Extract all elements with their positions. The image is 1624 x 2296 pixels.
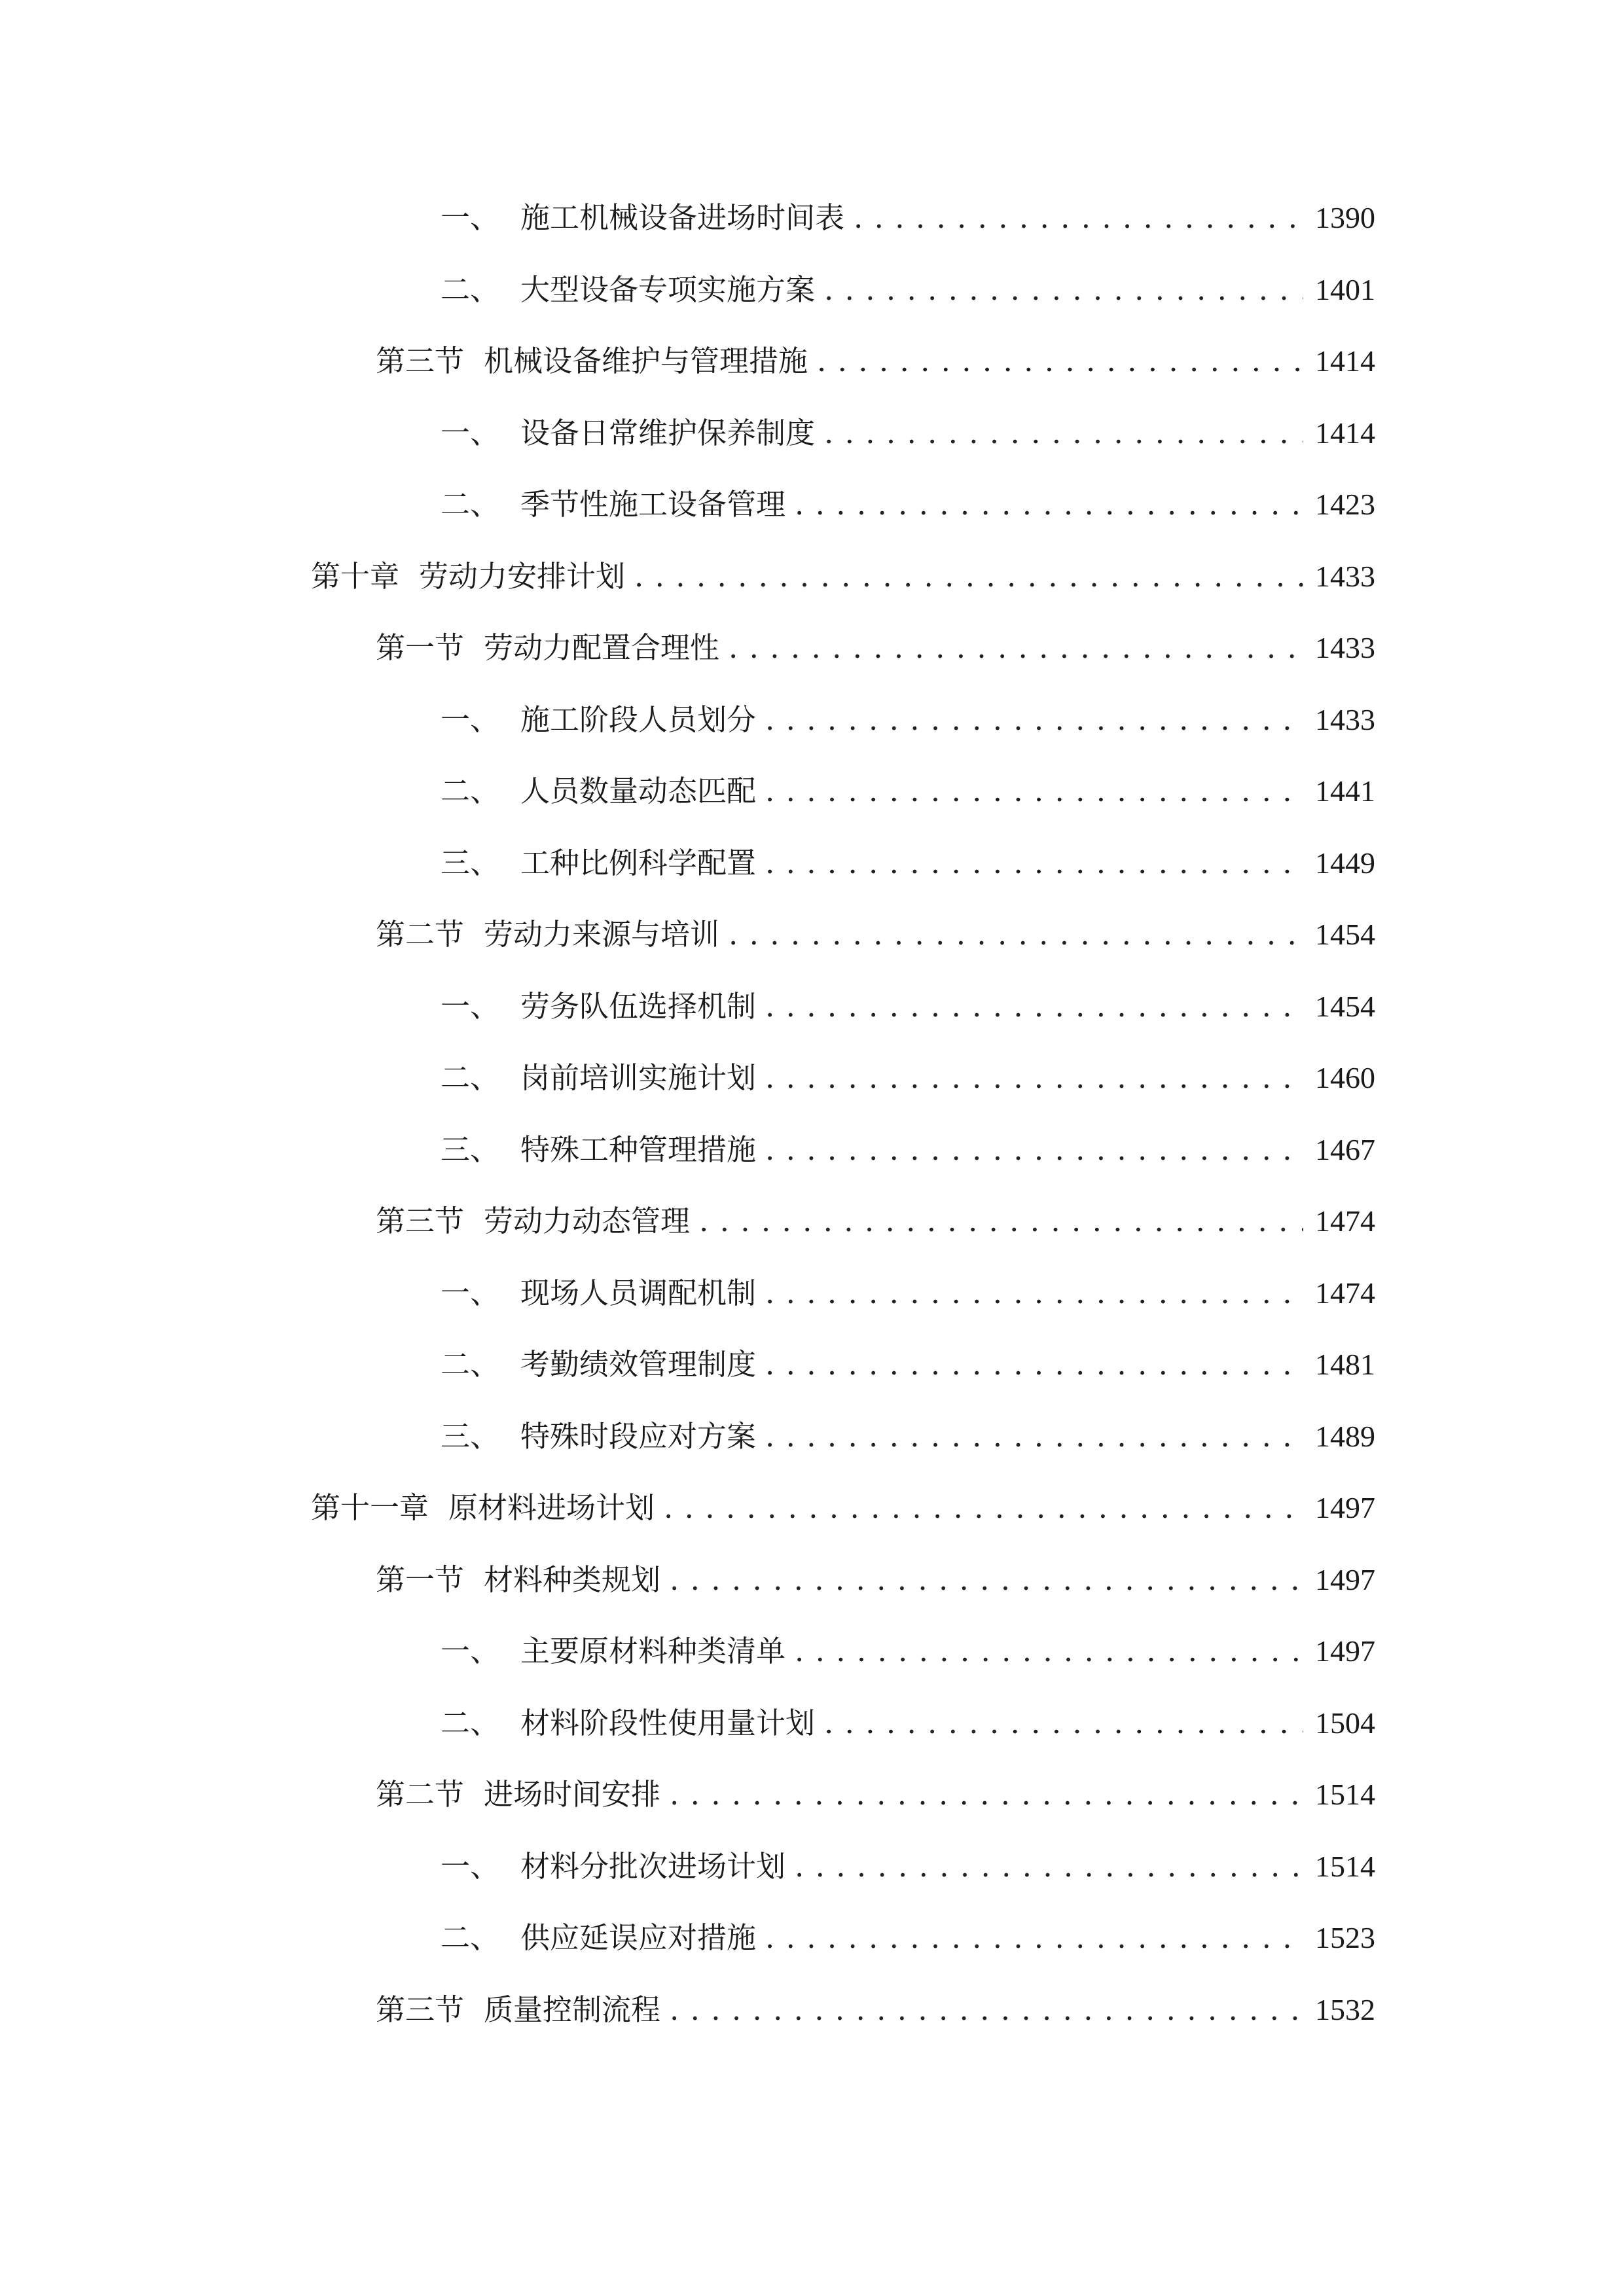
dot-leader [795, 481, 1303, 528]
toc-entry-number: 二、 [441, 774, 500, 808]
toc-entry[interactable] [441, 1413, 1375, 1460]
dot-leader [765, 1270, 1303, 1317]
toc-entry-title: 岗前培训实施计划 [520, 1060, 757, 1095]
toc-entry[interactable] [441, 983, 1375, 1030]
toc-entry-number: 一、 [441, 989, 500, 1024]
toc-entry-title: 原材料进场计划 [448, 1490, 655, 1525]
toc-entry[interactable] [441, 481, 1375, 528]
toc-entry-page: 1390 [1315, 201, 1375, 234]
toc-entry[interactable] [441, 1914, 1375, 1962]
dot-leader [664, 1484, 1303, 1532]
toc-entry[interactable] [441, 194, 1375, 242]
toc-entry[interactable] [441, 1341, 1375, 1388]
toc-entry[interactable] [441, 266, 1375, 314]
toc-entry-number: 一、 [441, 1276, 500, 1310]
toc-entry-title: 施工机械设备进场时间表 [520, 200, 845, 235]
toc-entry-title: 进场时间安排 [484, 1777, 661, 1812]
toc-entry-title: 设备日常维护保养制度 [520, 416, 816, 450]
toc-entry-title: 季节性施工设备管理 [520, 487, 786, 522]
toc-entry[interactable] [441, 410, 1375, 457]
toc-entry-number: 二、 [441, 1920, 500, 1955]
toc-entry-page: 1433 [1315, 703, 1375, 736]
toc-entry-number: 二、 [441, 1347, 500, 1382]
toc-entry-page: 1474 [1315, 1204, 1375, 1238]
dot-leader [817, 338, 1303, 385]
toc-entry-number: 一、 [441, 200, 500, 235]
toc-entry-title: 材料分批次进场计划 [520, 1849, 786, 1884]
dot-leader [670, 1771, 1303, 1818]
toc-entry-page: 1433 [1315, 631, 1375, 664]
dot-leader [729, 911, 1303, 958]
toc-entry-page: 1449 [1315, 846, 1375, 880]
toc-entry-number: 三、 [441, 1132, 500, 1167]
dot-leader [729, 624, 1303, 672]
toc-entry-title: 人员数量动态匹配 [520, 774, 757, 808]
toc-entry-page: 1454 [1315, 990, 1375, 1023]
toc-entry[interactable] [441, 1700, 1375, 1747]
toc-entry-page: 1497 [1315, 1491, 1375, 1524]
toc-entry-title: 材料种类规划 [484, 1562, 661, 1597]
toc-entry-page: 1454 [1315, 918, 1375, 951]
toc-entry-title: 考勤绩效管理制度 [520, 1347, 757, 1382]
toc-entry[interactable] [376, 911, 1375, 958]
dot-leader [765, 1126, 1303, 1174]
toc-entry-title: 机械设备维护与管理措施 [484, 344, 808, 378]
toc-entry[interactable] [441, 1628, 1375, 1675]
toc-entry-page: 1474 [1315, 1276, 1375, 1310]
dot-leader [824, 410, 1303, 457]
toc-entry-number: 第一节 [376, 630, 465, 665]
toc-entry-page: 1514 [1315, 1850, 1375, 1883]
toc-entry-number: 第二节 [376, 917, 465, 952]
toc-entry-number: 二、 [441, 272, 500, 307]
toc-entry[interactable] [376, 1986, 1375, 2034]
toc-entry-title: 现场人员调配机制 [520, 1276, 757, 1310]
toc-entry-title: 特殊时段应对方案 [520, 1419, 757, 1454]
toc-entry-title: 材料阶段性使用量计划 [520, 1706, 816, 1740]
toc-entry-number: 三、 [441, 846, 500, 880]
toc-entry-number: 第二节 [376, 1777, 465, 1812]
toc-entry-number: 一、 [441, 1634, 500, 1668]
dot-leader [765, 1413, 1303, 1460]
toc-entry-page: 1441 [1315, 774, 1375, 808]
toc-entry-page: 1497 [1315, 1563, 1375, 1596]
toc-entry-title: 质量控制流程 [484, 1992, 661, 2027]
toc-entry-number: 第十一章 [311, 1490, 429, 1525]
toc-entry-page: 1467 [1315, 1133, 1375, 1166]
dot-leader [824, 1700, 1303, 1747]
toc-entry-title: 劳动力配置合理性 [484, 630, 720, 665]
dot-leader [765, 768, 1303, 815]
toc-entry-title: 劳动力来源与培训 [484, 917, 720, 952]
toc-entry-number: 第三节 [376, 344, 465, 378]
toc-entry-page: 1514 [1315, 1778, 1375, 1811]
toc-entry-page: 1481 [1315, 1348, 1375, 1381]
toc-entry[interactable] [441, 1126, 1375, 1174]
toc-entry-number: 第三节 [376, 1992, 465, 2027]
toc-entry-title: 主要原材料种类清单 [520, 1634, 786, 1668]
toc-entry-page: 1414 [1315, 344, 1375, 378]
dot-leader [634, 553, 1303, 600]
toc-entry-number: 一、 [441, 702, 500, 737]
toc-entry-title: 工种比例科学配置 [520, 846, 757, 880]
toc-entry-number: 二、 [441, 487, 500, 522]
toc-entry-title: 大型设备专项实施方案 [520, 272, 816, 307]
toc-entry-number: 一、 [441, 416, 500, 450]
dot-leader [765, 1341, 1303, 1388]
toc-entry[interactable] [441, 696, 1375, 744]
toc-entry-page: 1433 [1315, 560, 1375, 593]
toc-entry-title: 施工阶段人员划分 [520, 702, 757, 737]
toc-entry[interactable] [441, 1843, 1375, 1890]
toc-entry-page: 1532 [1315, 1993, 1375, 2026]
toc-entry[interactable] [441, 1054, 1375, 1102]
dot-leader [765, 983, 1303, 1030]
toc-entry[interactable] [376, 624, 1375, 672]
toc-entry[interactable] [376, 1198, 1375, 1245]
toc-entry-page: 1423 [1315, 488, 1375, 521]
toc-entry-number: 第一节 [376, 1562, 465, 1597]
dot-leader [670, 1556, 1303, 1604]
dot-leader [824, 266, 1303, 314]
toc-entry-number: 第三节 [376, 1204, 465, 1238]
toc-entry-page: 1497 [1315, 1634, 1375, 1668]
toc-entry-page: 1460 [1315, 1061, 1375, 1094]
toc-entry-page: 1414 [1315, 416, 1375, 450]
dot-leader [765, 1054, 1303, 1102]
dot-leader [670, 1986, 1303, 2034]
toc-entry-title: 特殊工种管理措施 [520, 1132, 757, 1167]
toc-entry-title: 供应延误应对措施 [520, 1920, 757, 1955]
dot-leader [699, 1198, 1303, 1245]
toc-entry-title: 劳动力动态管理 [484, 1204, 691, 1238]
dot-leader [765, 696, 1303, 744]
toc-entry[interactable] [376, 338, 1375, 385]
toc-entry-page: 1489 [1315, 1420, 1375, 1453]
dot-leader [795, 1628, 1303, 1675]
toc-entry[interactable] [441, 768, 1375, 815]
toc-entry[interactable] [441, 1270, 1375, 1317]
toc-entry[interactable] [311, 1484, 1375, 1532]
dot-leader [854, 194, 1303, 242]
toc-entry-page: 1523 [1315, 1921, 1375, 1954]
dot-leader [765, 1914, 1303, 1962]
toc-entry[interactable] [311, 553, 1375, 600]
toc-entry-page: 1401 [1315, 273, 1375, 306]
toc-entry-number: 三、 [441, 1419, 500, 1454]
toc-entry-title: 劳务队伍选择机制 [520, 989, 757, 1024]
toc-entry-number: 二、 [441, 1060, 500, 1095]
toc-entry[interactable] [376, 1771, 1375, 1818]
toc-entry[interactable] [376, 1556, 1375, 1604]
toc-entry-number: 一、 [441, 1849, 500, 1884]
toc-entry-title: 劳动力安排计划 [419, 559, 626, 594]
toc-entry[interactable] [441, 840, 1375, 887]
toc-entry-number: 二、 [441, 1706, 500, 1740]
toc-entry-number: 第十章 [311, 559, 400, 594]
dot-leader [795, 1843, 1303, 1890]
toc-entry-page: 1504 [1315, 1706, 1375, 1740]
dot-leader [765, 840, 1303, 887]
